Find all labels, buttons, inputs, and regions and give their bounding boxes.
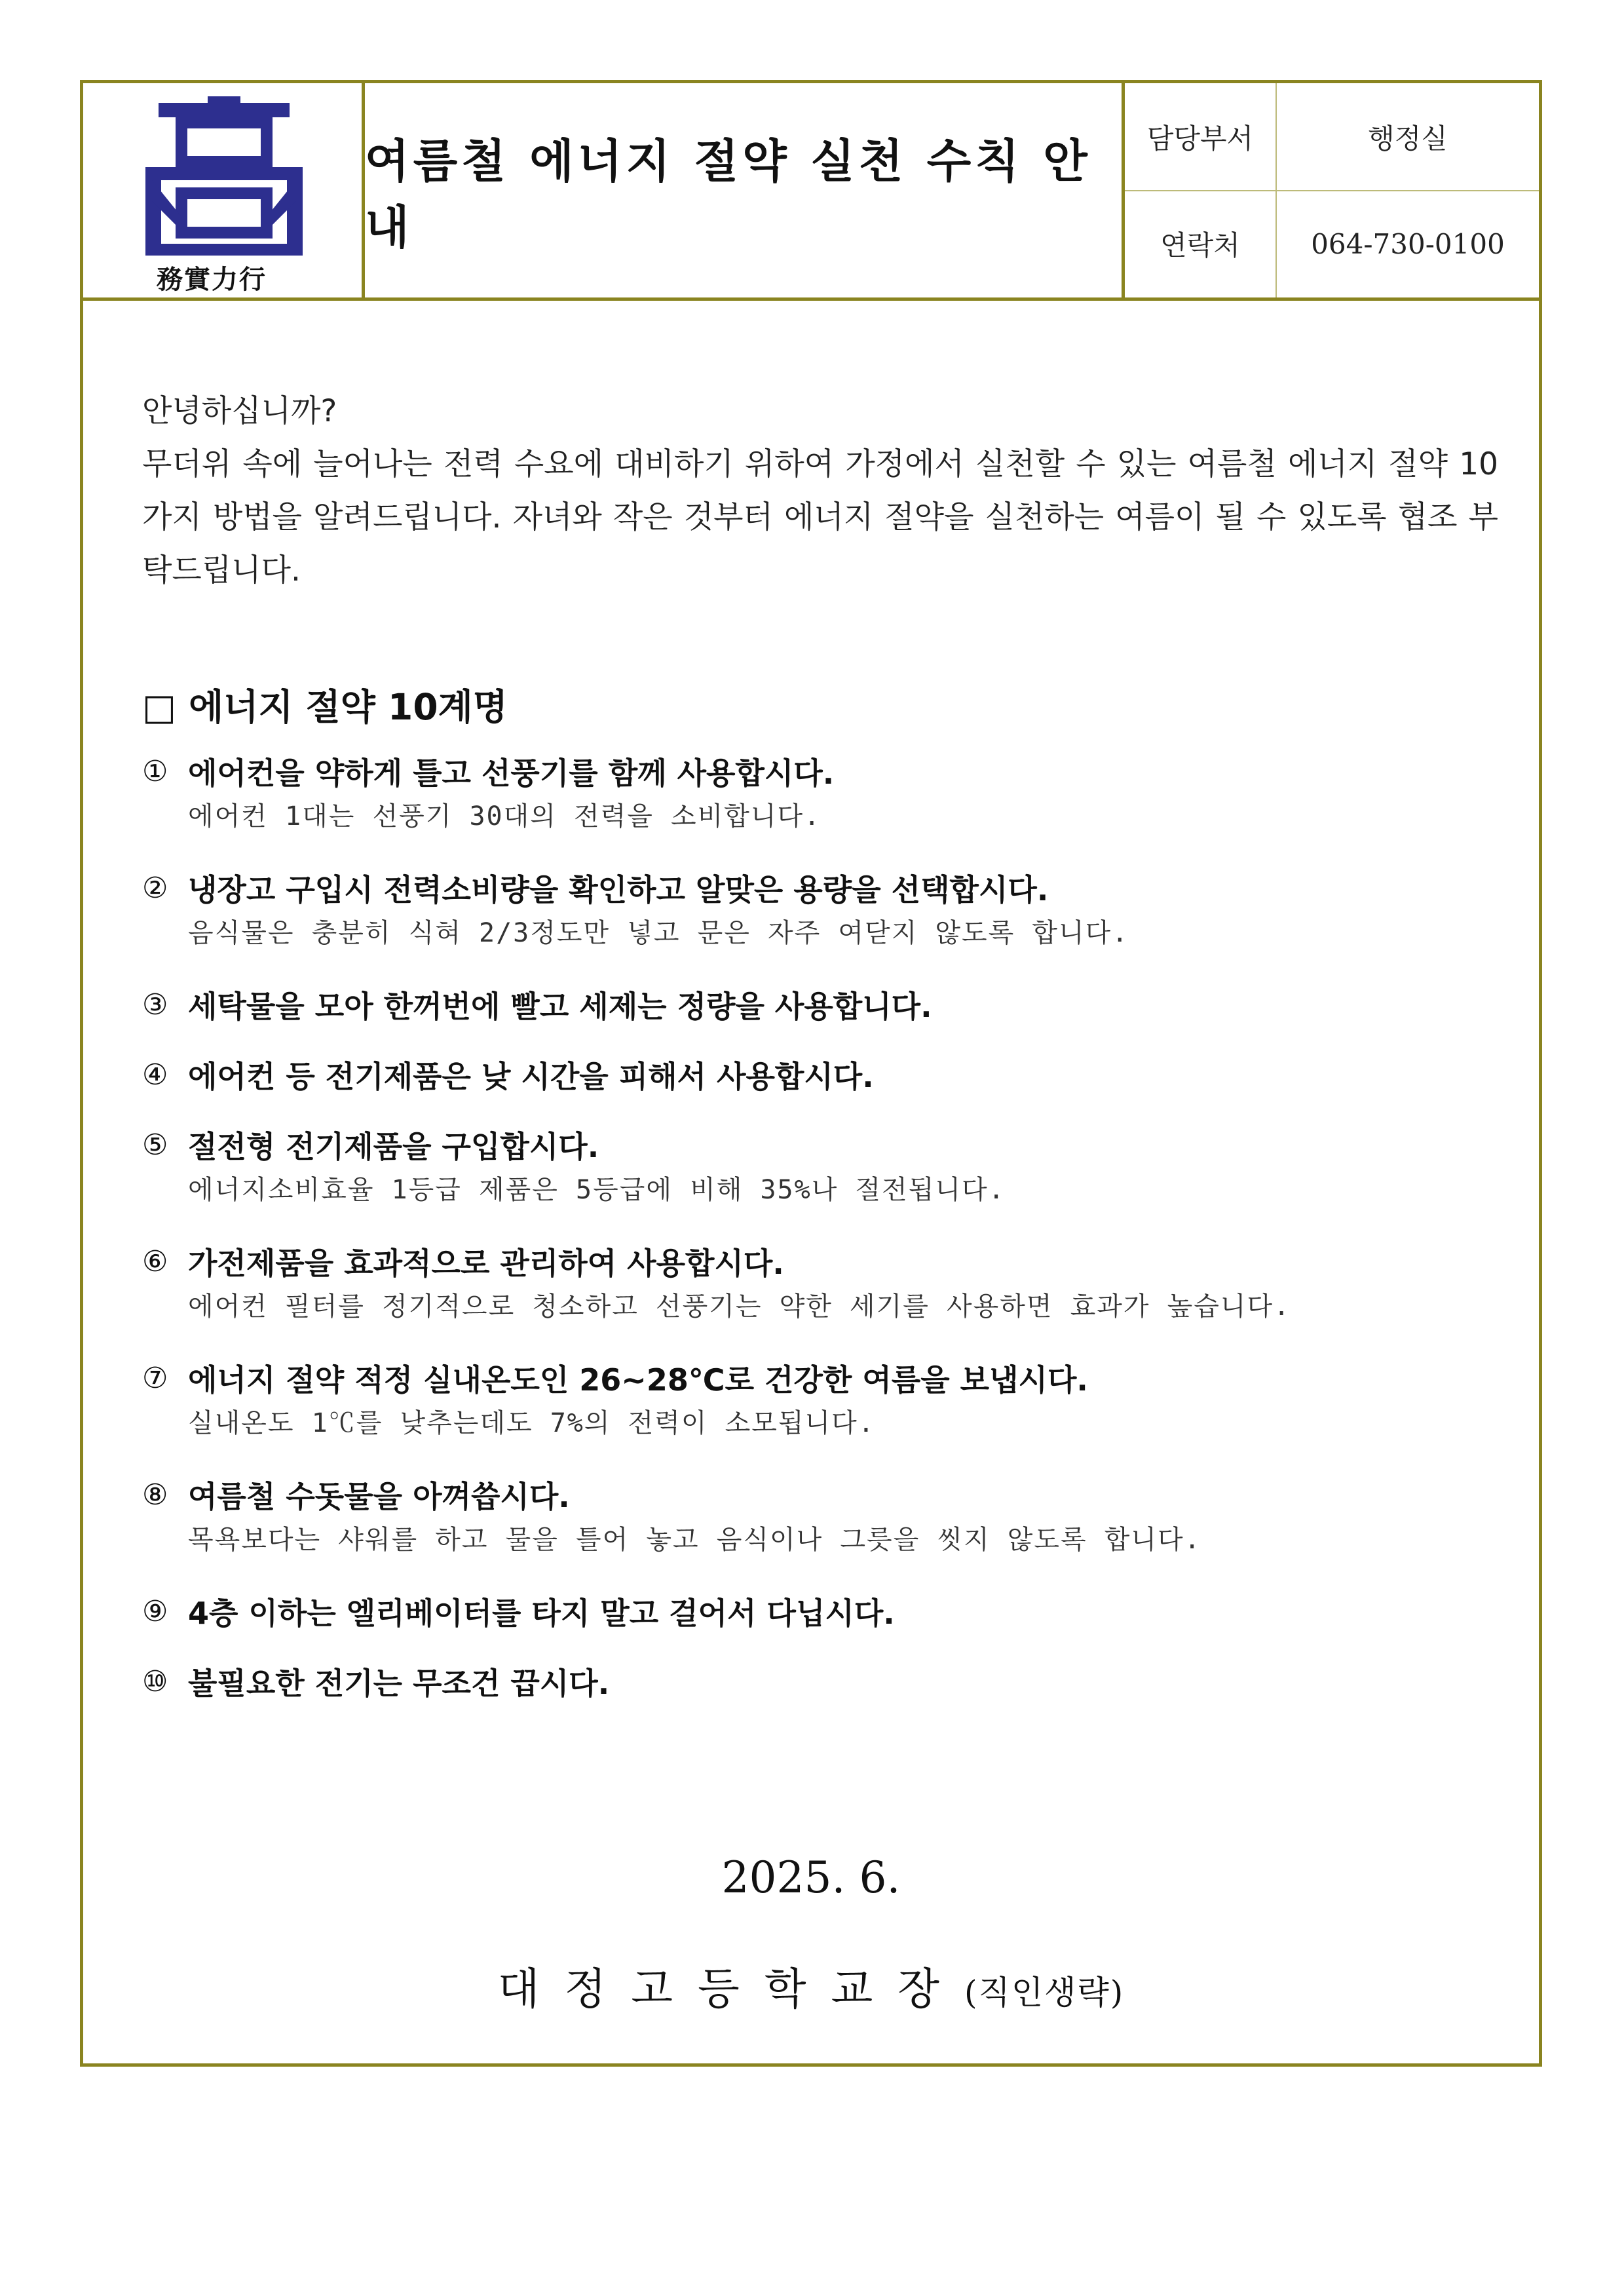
rule-text: 절전형 전기제품을 구입합시다. bbox=[188, 1129, 599, 1164]
info-table bbox=[1125, 83, 1539, 297]
list-item bbox=[142, 978, 1518, 1031]
rule-detail: 에어컨 1대는 선풍기 30대의 전력을 소비합니다. bbox=[188, 801, 821, 832]
list-item bbox=[142, 862, 1518, 952]
rule-number: ④ bbox=[142, 1058, 168, 1092]
rule-number: ① bbox=[142, 754, 168, 788]
rule-number: ⑧ bbox=[142, 1478, 168, 1512]
signature-line bbox=[83, 1954, 1539, 2016]
rule-number: ③ bbox=[142, 987, 168, 1022]
rule-detail: 에너지소비효율 1등급 제품은 5등급에 비해 35%나 절전됩니다. bbox=[188, 1175, 1006, 1205]
document-header bbox=[83, 83, 1539, 301]
list-item bbox=[142, 1585, 1518, 1637]
document-frame bbox=[80, 80, 1542, 2067]
school-logo-icon bbox=[145, 96, 303, 257]
rule-text: 에어컨 등 전기제품은 낮 시간을 피해서 사용합시다. bbox=[188, 1059, 874, 1094]
intro-body: 무더위 속에 늘어나는 전력 수요에 대비하기 위하여 가정에서 실천할 수 있는 여름철 에너지 절약 10가지 방법을 알려드립니다. 자녀와 작은 것부터 에너지 절약을 실천하는 여름이 될 수 있도록 협조 부탁드립니다. bbox=[142, 446, 1498, 588]
contact-value: 064-730-0100 bbox=[1311, 227, 1505, 260]
rule-number: ⑨ bbox=[142, 1594, 168, 1628]
rule-number: ⑥ bbox=[142, 1244, 168, 1278]
rule-text: 세탁물을 모아 한꺼번에 빨고 세제는 정량을 사용합니다. bbox=[188, 989, 932, 1024]
rule-text: 에너지 절약 적정 실내온도인 26~28℃로 건강한 여름을 보냅시다. bbox=[188, 1362, 1088, 1398]
list-item bbox=[142, 1235, 1518, 1326]
section-title: □ 에너지 절약 10계명 bbox=[142, 686, 508, 728]
school-principal: 대정고등학교장 bbox=[497, 1964, 965, 2014]
school-motto: 務實力行 bbox=[157, 264, 267, 295]
rule-number: ⑩ bbox=[142, 1664, 168, 1698]
list-item bbox=[142, 1468, 1518, 1559]
rule-text: 4층 이하는 엘리베이터를 타지 말고 걸어서 다닙시다. bbox=[188, 1596, 895, 1631]
list-item bbox=[142, 1048, 1518, 1101]
rules-list bbox=[142, 745, 1518, 1725]
list-item bbox=[142, 1352, 1518, 1442]
rule-text: 불필요한 전기는 무조건 끕시다. bbox=[188, 1666, 610, 1701]
logo-cell bbox=[83, 83, 365, 297]
rule-text: 가전제품을 효과적으로 관리하여 사용합시다. bbox=[188, 1246, 784, 1281]
dept-value: 행정실 bbox=[1368, 122, 1448, 155]
contact-row bbox=[1125, 190, 1539, 297]
page-title: 여름철 에너지 절약 실천 수칙 안내 bbox=[365, 134, 1091, 254]
contact-label: 연락처 bbox=[1125, 190, 1277, 297]
rule-number: ② bbox=[142, 871, 168, 905]
seal-note: (직인생략) bbox=[964, 1974, 1125, 2012]
rule-text: 냉장고 구입시 전력소비량을 확인하고 알맞은 용량을 선택합시다. bbox=[188, 872, 1049, 908]
dept-label: 담당부서 bbox=[1125, 83, 1277, 190]
rule-detail: 음식물은 충분히 식혀 2/3정도만 넣고 문은 자주 여닫지 않도록 합니다. bbox=[188, 918, 1129, 948]
rule-detail: 실내온도 1℃를 낮추는데도 7%의 전력이 소모됩니다. bbox=[188, 1408, 875, 1438]
list-item bbox=[142, 1655, 1518, 1708]
rule-detail: 에어컨 필터를 정기적으로 청소하고 선풍기는 약한 세기를 사용하면 효과가 높습니다. bbox=[188, 1292, 1291, 1322]
title-cell bbox=[365, 83, 1125, 297]
rule-text: 여름철 수돗물을 아껴씁시다. bbox=[188, 1479, 570, 1514]
issue-date: 2025. 6. bbox=[721, 1852, 901, 1903]
rule-number: ⑤ bbox=[142, 1128, 168, 1162]
rule-text: 에어컨을 약하게 틀고 선풍기를 함께 사용합시다. bbox=[188, 756, 835, 791]
greeting: 안녕하십니까? bbox=[142, 393, 337, 429]
intro-text bbox=[142, 385, 1498, 597]
rule-number: ⑦ bbox=[142, 1361, 168, 1395]
dept-row bbox=[1125, 83, 1539, 191]
rule-detail: 목욕보다는 샤워를 하고 물을 틀어 놓고 음식이나 그릇을 씻지 않도록 합니다. bbox=[188, 1525, 1201, 1555]
list-item bbox=[142, 745, 1518, 835]
list-item bbox=[142, 1119, 1518, 1209]
